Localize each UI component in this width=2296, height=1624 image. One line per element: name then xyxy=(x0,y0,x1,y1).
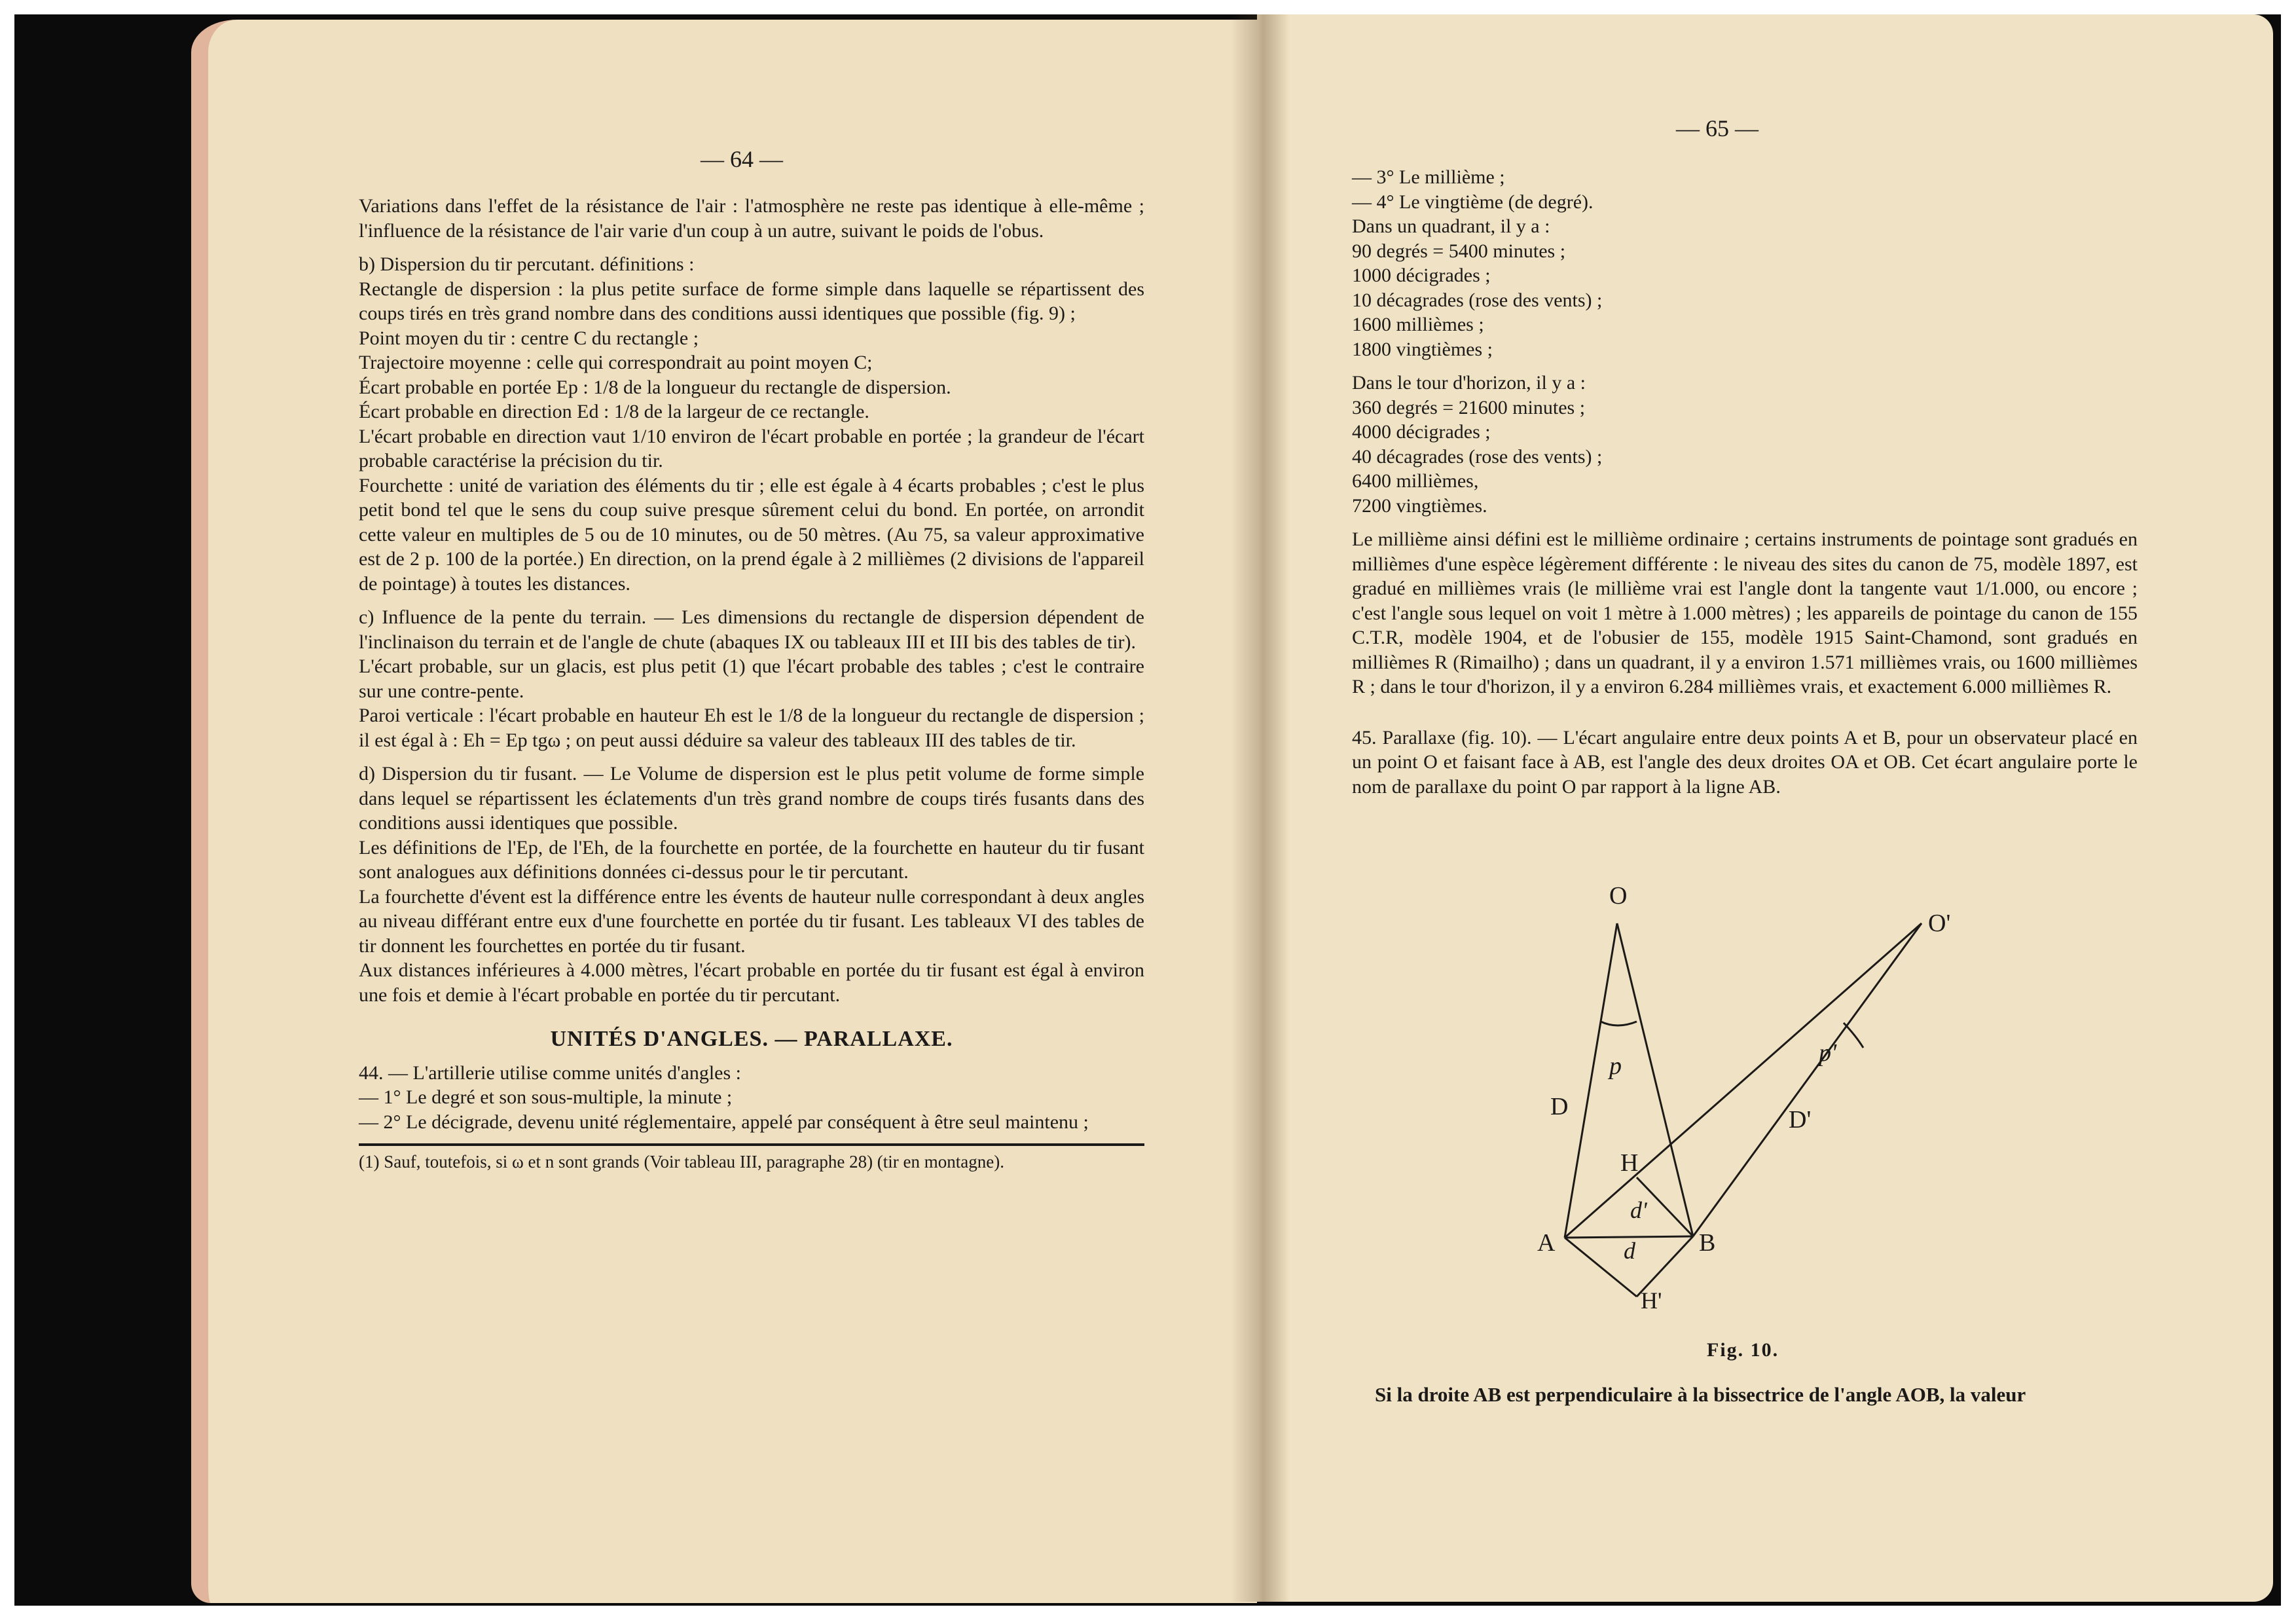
paragraph: Variations dans l'effet de la résistance de l'air : l'atmosphère ne reste pas identique à elle-même ; l'influence de la résistance de l'air varie d'un coup à un autre, suivant le poids de l'obus. xyxy=(359,195,1144,242)
chapter-heading: UNITÉS D'ANGLES. — PARALLAXE. xyxy=(550,1027,953,1051)
label-d-prime: d' xyxy=(1630,1197,1647,1223)
label-O: O xyxy=(1609,882,1628,910)
text-line: 90 degrés = 5400 minutes ; xyxy=(1352,240,1566,262)
label-B: B xyxy=(1699,1229,1716,1257)
paragraph: Le millième ainsi défini est le millième ordinaire ; certains instruments de pointage sont gradués en millièmes d'une espèce légèrement différente : le niveau des sites du canon de 75, modèle 1897, est gradué en millièmes vrais (le millième vrai est l'angle dont la tangente vaut 1/1.000, ou encore ; c'est l'angle sous lequel on voit 1 mètre à 1.000 mètres) ; les appareils de pointage du canon de 155 C.T.R, modèle 1904, et de l'obusier de 155, modèle 1915 Saint-Chamond, sont gradués en millièmes R (Rimailho) ; dans un quadrant, il y a environ 1.571 millièmes vrais, ou 1600 millièmes R ; dans le tour d'horizon, il y a environ 6.284 millièmes vrais, et exactement 6.000 millièmes R. xyxy=(1352,528,2138,697)
parallax-figure xyxy=(1506,871,2003,1342)
page-number-right: — 65 — xyxy=(1676,115,1758,141)
paragraph: Trajectoire moyenne : celle qui correspondrait au point moyen C; xyxy=(359,352,873,373)
paragraph: Aux distances inférieures à 4.000 mètres, l'écart probable en portée du tir fusant est égal à environ une fois et demie à l'écart probable en portée du tir percutant. xyxy=(359,959,1144,1006)
book-gutter xyxy=(1231,14,1290,1602)
left-page-text xyxy=(359,194,1144,1172)
paragraph: Point moyen du tir : centre C du rectangle ; xyxy=(359,327,699,349)
section-heading: d) Dispersion du tir fusant. — Le Volume de dispersion est le plus petit volume de forme simple dans lequel se répartissent les éclatements d'un très grand nombre de coups tirés fusants dans des conditions aussi identiques que possible. xyxy=(359,763,1144,834)
page-number-left: — 64 — xyxy=(701,146,783,172)
text-line: 10 décagrades (rose des vents) ; xyxy=(1352,289,1603,311)
paragraph: 44. — L'artillerie utilise comme unités d'angles : xyxy=(359,1061,742,1084)
section-heading: b) Dispersion du tir percutant. définitions : xyxy=(359,253,695,275)
list-item: — 3° Le millième ; xyxy=(1352,166,1505,188)
paragraph: La fourchette d'évent est la différence entre les évents de hauteur nulle correspondant à deux angles au niveau différant entre eux d'une fourchette en portée du tir fusant. Les tableaux VI des tables de tir donnent les fourchettes en portée du tir fusant. xyxy=(359,885,1144,957)
paragraph: Écart probable en portée Ep : 1/8 de la longueur du rectangle de dispersion. xyxy=(359,376,951,398)
text-line: Dans un quadrant, il y a : xyxy=(1352,215,1550,237)
list-item: — 1° Le degré et son sous-multiple, la minute ; xyxy=(359,1086,733,1108)
label-A: A xyxy=(1537,1229,1556,1257)
angle-arc-p-prime xyxy=(1844,1023,1863,1048)
line-O'A xyxy=(1565,923,1922,1238)
label-D-prime: D' xyxy=(1789,1106,1812,1134)
paragraph: L'écart probable, sur un glacis, est plus petit (1) que l'écart probable des tables ; c'est le contraire sur une contre-pente. xyxy=(359,655,1144,702)
label-D: D xyxy=(1550,1093,1569,1120)
section-heading: c) Influence de la pente du terrain. — Les dimensions du rectangle de dispersion dépendent de l'inclinaison du terrain et de l'angle de chute (abaques IX ou tableaux III et III bis des tables de tir). xyxy=(359,606,1144,653)
label-H: H xyxy=(1620,1149,1639,1177)
list-item: — 4° Le vingtième (de degré). xyxy=(1352,191,1594,213)
text-line: Dans le tour d'horizon, il y a : xyxy=(1352,372,1586,394)
text-line: 1800 vingtièmes ; xyxy=(1352,338,1493,360)
label-p: p xyxy=(1609,1052,1622,1080)
text-line: 6400 millièmes, xyxy=(1352,470,1479,492)
line-OA xyxy=(1565,923,1617,1238)
text-line: 7200 vingtièmes. xyxy=(1352,494,1487,517)
text-line: 1600 millièmes ; xyxy=(1352,314,1484,335)
text-line: 40 décagrades (rose des vents) ; xyxy=(1352,445,1603,468)
paragraph: Rectangle de dispersion : la plus petite surface de forme simple dans laquelle se répartissent des coups tirés en très grand nombre dans des conditions aussi identiques que possible (fig. 9) ; xyxy=(359,278,1144,324)
right-page-text xyxy=(1352,165,2138,799)
label-p-prime: p' xyxy=(1819,1039,1837,1067)
angle-arc-p xyxy=(1601,1022,1637,1025)
text-line: 4000 décigrades ; xyxy=(1352,421,1491,443)
list-item: — 2° Le décigrade, devenu unité réglementaire, appelé par conséquent à être seul maintenu ; xyxy=(359,1111,1089,1133)
footnote-rule xyxy=(359,1143,1144,1146)
text-line: 1000 décigrades ; xyxy=(1352,265,1491,286)
paragraph: Les définitions de l'Ep, de l'Eh, de la fourchette en portée, de la fourchette en hauteur du tir fusant sont analogues aux définitions données ci-dessus pour le tir percutant. xyxy=(359,836,1144,883)
label-d: d xyxy=(1624,1238,1635,1264)
paragraph: Fourchette : unité de variation des éléments du tir ; elle est égale à 4 écarts probables ; c'est le plus petit bond tel que le sens du coup suive presque sûrement celui du bond. En portée, on arrondit cette valeur en multiples de 5 ou de 10 minutes, ou de 50 mètres. (Au 75, sa valeur approximative est de 2 p. 100 de la portée.) En direction, on la prend égale à 2 millièmes (2 divisions de l'appareil de pointage) à toutes les distances. xyxy=(359,474,1144,595)
paragraph: L'écart probable en direction vaut 1/10 environ de l'écart probable en portée ; la grandeur de l'écart probable caractérise la précision du tir. xyxy=(359,425,1144,471)
line-O'B xyxy=(1693,923,1922,1236)
label-H-prime: H' xyxy=(1641,1287,1662,1314)
label-O-prime: O' xyxy=(1928,910,1951,937)
paragraph: 45. Parallaxe (fig. 10). — L'écart angulaire entre deux points A et B, pour un observateur placé en un point O et faisant face à AB, est l'angle des deux droites OA et OB. Cet écart angulaire porte le nom de parallaxe du point O par rapport à la ligne AB. xyxy=(1352,726,2138,798)
line-OB xyxy=(1617,923,1693,1236)
text-line: 360 degrés = 21600 minutes ; xyxy=(1352,396,1586,418)
figure-caption: Fig. 10. xyxy=(1707,1339,1779,1361)
bottom-text-line: Si la droite AB est perpendiculaire à la bissectrice de l'angle AOB, la valeur xyxy=(1375,1383,2026,1406)
paragraph: Écart probable en direction Ed : 1/8 de la largeur de ce rectangle. xyxy=(359,401,869,422)
footnote: (1) Sauf, toutefois, si ω et n sont grands (Voir tableau III, paragraphe 28) (tir en montagne). xyxy=(359,1152,1004,1172)
paragraph: Paroi verticale : l'écart probable en hauteur Eh est le 1/8 de la longueur du rectangle de dispersion ; il est égal à : Eh = Ep tgω ; on peut aussi déduire sa valeur des tableaux III des tables de tir. xyxy=(359,705,1144,751)
